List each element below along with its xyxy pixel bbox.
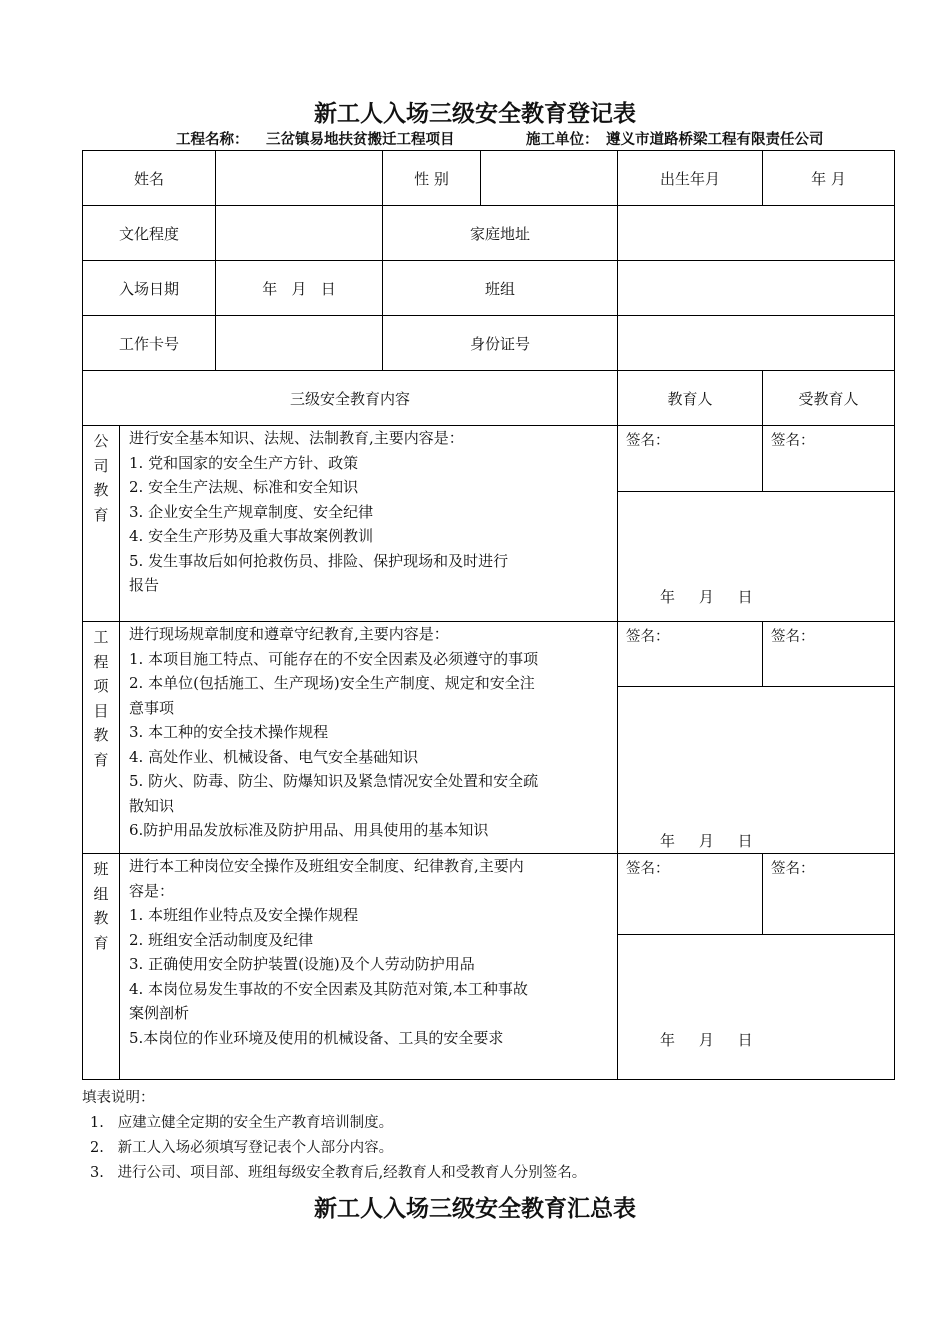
registration-table <box>82 150 895 1080</box>
section-content-project: 进行现场规章制度和遵章守纪教育,主要内容是： 1. 本项目施工特点、可能存在的不安全因素及必须遵守的事项 2. 本单位(包括施工、生产现场)安全生产制度、规定和安全注 意事项 3. 本工种的安全技术操作规程 4. 高处作业、机械设备、电气安全基础知识 5. 防火、防毒、防尘、防爆知识及紧急情况安全处置和安全疏 散知识 6.防护用品发放标准及防护用品、用具使用的基本知识 <box>129 625 539 839</box>
date-company[interactable]: 年 月 日 <box>660 588 753 606</box>
id-number-field[interactable] <box>618 316 894 370</box>
section-label-company: 公 司 教 育 <box>93 432 109 524</box>
educatee-sign-team[interactable]: 签名： <box>771 861 815 877</box>
section-header-content: 三级安全教育内容 <box>289 389 410 408</box>
section-content-team: 进行本工种岗位安全操作及班组安全制度、纪律教育,主要内 容是： 1. 本班组作业特点及安全操作规程 2. 班组安全活动制度及纪律 3. 正确使用安全防护装置(设施)及个人劳动防护用品 4. 本岗位易发生事故的不安全因素及其防范对策,本工种事故 案例剖析 5.本岗位的作业环境及使用的机械设备、工具的安全要求 <box>129 857 528 1047</box>
educatee-sign-company[interactable]: 签名： <box>771 433 815 449</box>
section-content-company: 进行安全基本知识、法规、法制教育,主要内容是： 1. 党和国家的安全生产方针、政策 2. 安全生产法规、标准和安全知识 3. 企业安全生产规章制度、安全纪律 4. 安全生产形势及重大事故案例教训 5. 发生事故后如何抢救伤员、排险、保护现场和及时进行 报告 <box>129 429 509 594</box>
label-gender: 性 别 <box>414 169 449 188</box>
section-header-educatee: 受教育人 <box>798 389 859 408</box>
educator-sign-team[interactable]: 签名： <box>626 861 670 877</box>
label-work-card: 工作卡号 <box>118 334 179 353</box>
date-project[interactable]: 年 月 日 <box>660 832 753 850</box>
fill-instructions: 填表说明： 1. 应建立健全定期的安全生产教育培训制度。 2. 新工人入场必须填写登记表个人部分内容。 3. 进行公司、项目部、班组每级安全教育后,经教育人和受教育人分别签名。 <box>82 1090 587 1181</box>
gender-field[interactable] <box>481 151 617 205</box>
label-education: 文化程度 <box>118 224 179 243</box>
label-birth: 出生年月 <box>659 169 720 188</box>
team-field[interactable] <box>618 261 894 315</box>
section-label-project: 工 程 项 目 教 育 <box>93 628 109 769</box>
label-name: 姓名 <box>133 169 164 188</box>
project-name: 三岔镇易地扶贫搬迁工程项目 <box>266 132 455 148</box>
education-field[interactable] <box>216 206 382 260</box>
date-team[interactable]: 年 月 日 <box>660 1031 753 1049</box>
page-title: 新工人入场三级安全教育登记表 <box>314 101 636 127</box>
work-card-field[interactable] <box>216 316 382 370</box>
educatee-sign-project[interactable]: 签名： <box>771 629 815 645</box>
label-address: 家庭地址 <box>469 224 530 243</box>
unit-name: 遵义市道路桥梁工程有限责任公司 <box>606 132 824 148</box>
unit-label: 施工单位： <box>526 132 599 148</box>
name-field[interactable] <box>216 151 382 205</box>
summary-title: 新工人入场三级安全教育汇总表 <box>314 1196 636 1222</box>
section-header-educator: 教育人 <box>667 389 713 408</box>
label-entry-date: 入场日期 <box>118 279 179 298</box>
label-id-number: 身份证号 <box>469 334 530 353</box>
educator-sign-project[interactable]: 签名： <box>626 629 670 645</box>
address-field[interactable] <box>618 206 894 260</box>
educator-sign-company[interactable]: 签名： <box>626 433 670 449</box>
project-label: 工程名称： <box>176 132 249 148</box>
label-team: 班组 <box>484 279 515 298</box>
birth-field[interactable]: 年 月 <box>811 169 846 188</box>
entry-date-field[interactable]: 年 月 日 <box>262 279 336 298</box>
section-label-team: 班 组 教 育 <box>93 860 109 952</box>
